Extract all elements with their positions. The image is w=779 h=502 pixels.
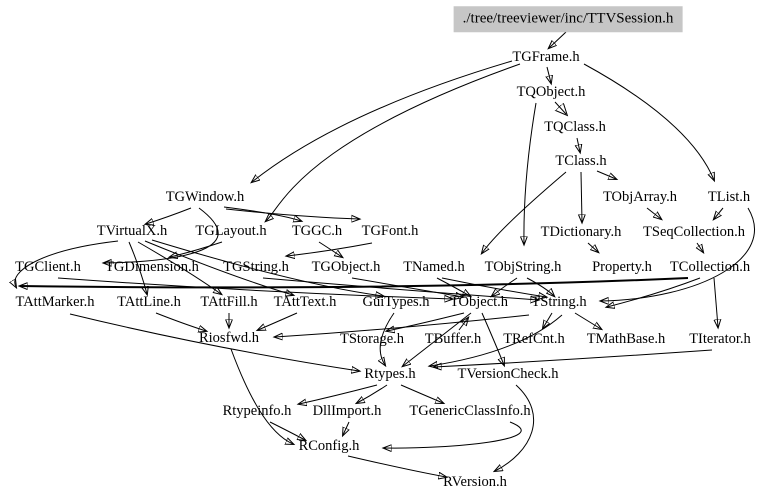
node-tobject[interactable]: TObject.h: [449, 294, 509, 311]
node-tattmarker[interactable]: TAttMarker.h: [15, 294, 95, 311]
root-node-ttvsession: ./tree/treeviewer/inc/TTVSession.h: [454, 6, 683, 32]
node-tvirtualx[interactable]: TVirtualX.h: [96, 223, 168, 240]
edge-tgwindow-tgfont: [226, 209, 359, 219]
edge-ttvsession-tgframe: [549, 32, 566, 48]
edge-tgwindow-tvirtualx: [146, 208, 191, 224]
edge-titerator-rtypes: [434, 350, 712, 367]
edge-tclass-tobjarray: [597, 171, 616, 179]
node-tgobject[interactable]: TGObject.h: [311, 259, 381, 276]
node-rtypes[interactable]: Rtypes.h: [364, 366, 416, 383]
edge-rconfig-rversion: [348, 456, 446, 477]
node-tattfill[interactable]: TAttFill.h: [200, 294, 258, 311]
edge-tobject-tstorage: [387, 313, 464, 331]
edge-tcollection-titerator: [714, 278, 718, 327]
node-tlist[interactable]: TList.h: [707, 189, 751, 206]
node-tseqcollection[interactable]: TSeqCollection.h: [643, 224, 745, 241]
node-rversion[interactable]: RVersion.h: [443, 474, 507, 491]
node-guitypes[interactable]: GuiTypes.h: [362, 294, 430, 311]
edge-rtypes-dllimport: [357, 385, 387, 403]
edge-tqclass-tclass: [577, 138, 580, 152]
edge-tobject-tversioncheck: [482, 313, 504, 365]
edge-tlist-tseqcollection: [714, 208, 723, 219]
node-tgwindow[interactable]: TGWindow.h: [165, 189, 245, 206]
node-trefcnt[interactable]: TRefCnt.h: [503, 331, 565, 348]
node-property[interactable]: Property.h: [592, 259, 652, 276]
node-tstorage[interactable]: TStorage.h: [339, 331, 405, 348]
node-tversioncheck[interactable]: TVersionCheck.h: [457, 366, 559, 383]
node-tdictionary[interactable]: TDictionary.h: [540, 224, 622, 241]
edge-dllimport-rconfig: [343, 422, 349, 435]
edge-tgfont-tgstring: [287, 243, 372, 256]
edge-tgwindow-tggc: [224, 207, 301, 221]
edge-tversioncheck-rversion: [495, 385, 534, 471]
node-dllimport[interactable]: DllImport.h: [312, 403, 382, 420]
edge-tlist-tstring: [601, 208, 755, 301]
node-tgstring[interactable]: TGString.h: [223, 259, 289, 276]
node-tstring[interactable]: TString.h: [531, 294, 587, 311]
edge-rtypes-tgenericclassinfo: [401, 385, 443, 403]
node-tgdimension[interactable]: TGDimension.h: [105, 259, 199, 276]
node-tgfont[interactable]: TGFont.h: [361, 223, 419, 240]
edge-tclass-tdictionary: [581, 172, 582, 222]
edge-tqobject-tqclass: [555, 102, 566, 114]
edge-tbuffer-tobject: [459, 318, 468, 330]
node-tatttext[interactable]: TAttText.h: [273, 294, 337, 311]
edge-tgenericclassinfo-rconfig: [384, 422, 521, 448]
node-tglayout[interactable]: TGLayout.h: [195, 223, 267, 240]
edge-tcollection-tstring: [607, 278, 700, 307]
node-tqobject[interactable]: TQObject.h: [516, 84, 586, 101]
edge-riosfwd-rconfig: [231, 349, 293, 444]
edge-tatttext-riosfwd: [258, 313, 297, 330]
node-rconfig[interactable]: RConfig.h: [298, 438, 360, 455]
edge-tglayout-tgdimension: [170, 242, 222, 257]
edge-tggc-tgobject: [319, 242, 342, 257]
node-tcollection[interactable]: TCollection.h: [669, 259, 751, 276]
node-tgframe[interactable]: TGFrame.h: [512, 49, 580, 66]
node-tggc[interactable]: TGGC.h: [291, 223, 343, 240]
node-tclass[interactable]: TClass.h: [555, 153, 607, 170]
node-tnamed[interactable]: TNamed.h: [403, 259, 465, 276]
edge-tobjarray-tseqcollection: [647, 208, 661, 219]
edge-tgframe-tqobject: [547, 67, 551, 83]
node-rtypeinfo[interactable]: Rtypeinfo.h: [222, 403, 292, 420]
edge-tstring-tmathbase: [575, 313, 601, 329]
edge-tgframe-tgwindow: [252, 61, 512, 182]
edge-tqobject-tobjstring: [524, 103, 536, 244]
node-tqclass[interactable]: TQClass.h: [544, 119, 606, 136]
edge-tdictionary-property: [588, 243, 598, 252]
node-riosfwd[interactable]: Riosfwd.h: [198, 330, 260, 347]
edge-tattline-riosfwd: [156, 313, 206, 331]
node-tbuffer[interactable]: TBuffer.h: [424, 331, 482, 348]
node-tmathbase[interactable]: TMathBase.h: [586, 331, 666, 348]
edge-tgframe-tglayout: [266, 64, 520, 221]
node-tobjarray[interactable]: TObjArray.h: [602, 189, 678, 206]
node-tgclient[interactable]: TGClient.h: [15, 259, 81, 276]
node-tattline[interactable]: TAttLine.h: [117, 294, 181, 311]
edge-tseqcollection-tcollection: [697, 243, 703, 252]
node-tgenericclassinfo[interactable]: TGenericClassInfo.h: [409, 403, 531, 420]
edge-rtypes-rtypeinfo: [299, 385, 377, 404]
node-tobjstring[interactable]: TObjString.h: [484, 259, 562, 276]
node-titerator[interactable]: TIterator.h: [689, 331, 751, 348]
